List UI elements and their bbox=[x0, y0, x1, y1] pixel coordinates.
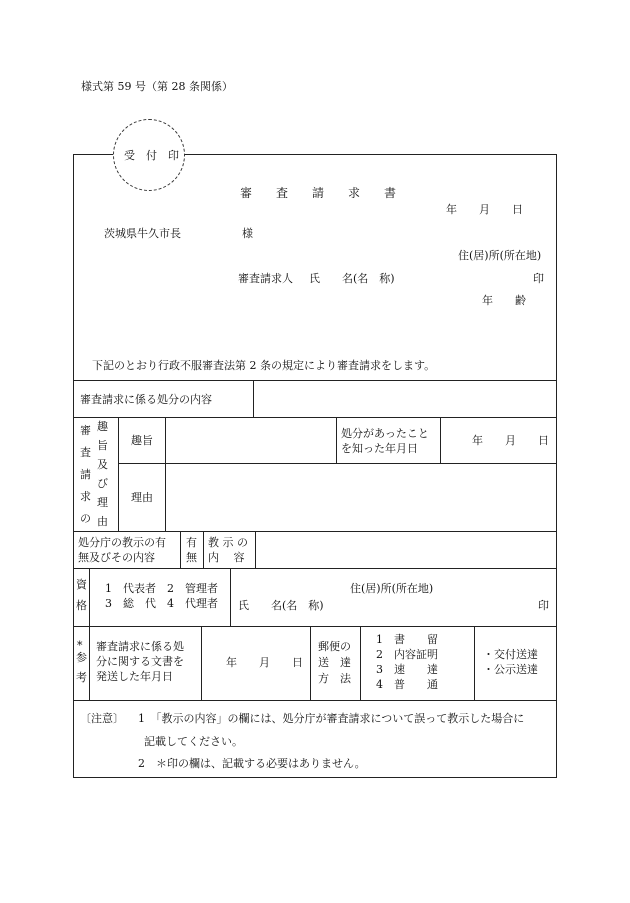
instruction-label-1: 処分庁の教示の有 bbox=[78, 536, 166, 549]
addressee-honorific: 様 bbox=[242, 227, 253, 240]
instruction-content-top: 教 示 の bbox=[208, 536, 248, 549]
mail-method-registered[interactable]: 1 書 留 bbox=[376, 633, 438, 646]
qualification-options-row1[interactable]: 1 代表者 2 管理者 bbox=[105, 582, 218, 595]
instruction-content-divider bbox=[255, 531, 256, 568]
purpose-field[interactable] bbox=[167, 419, 334, 461]
knew-date-label-right bbox=[440, 417, 441, 463]
delivery-divider bbox=[474, 626, 475, 700]
declaration-text: 下記のとおり行政不服審査法第 2 条の規定により審査請求をします。 bbox=[92, 359, 436, 372]
instruction-content-bottom: 内 容 bbox=[208, 551, 245, 564]
purpose-label-divider bbox=[165, 417, 166, 531]
mail-method-express[interactable]: 3 速 達 bbox=[376, 663, 438, 676]
knew-date-label-2: を知った年月日 bbox=[341, 442, 418, 455]
note-1-line-1: 1 「教示の内容」の欄には、処分庁が審査請求について誤って教示した場合に bbox=[138, 712, 525, 725]
presence-top: 有 bbox=[186, 536, 197, 549]
requester-age-label: 年 齢 bbox=[482, 294, 526, 307]
mail-label-3: 方 法 bbox=[318, 672, 351, 685]
mail-label-right bbox=[360, 626, 361, 700]
qualification-label-top: 資 bbox=[76, 578, 87, 591]
delivery-public-notice[interactable]: ・公示送達 bbox=[483, 663, 538, 676]
rule-after-header bbox=[73, 380, 557, 381]
representative-name-label: 氏 名(名 称) bbox=[238, 599, 324, 612]
rule-purpose-reason-split bbox=[118, 463, 557, 464]
request-char-4: 求 bbox=[80, 490, 91, 503]
mail-label-left bbox=[310, 626, 311, 700]
purpose-reason-char-3: 及 bbox=[97, 458, 108, 471]
mail-label-1: 郵便の bbox=[318, 640, 351, 653]
reference-label-divider bbox=[89, 626, 90, 700]
send-date-label-2: 分に関する文書を bbox=[96, 655, 184, 668]
requester-seal: 印 bbox=[533, 272, 544, 285]
presence-bottom: 無 bbox=[186, 551, 197, 564]
send-date-label-3: 発送した年月日 bbox=[96, 670, 173, 683]
presence-divider bbox=[203, 531, 204, 568]
purpose-reason-char-5: 理 bbox=[97, 496, 108, 509]
rule-after-reference bbox=[73, 700, 557, 701]
form-number: 様式第 59 号（第 28 条関係） bbox=[81, 80, 233, 93]
rule-after-reason bbox=[73, 531, 557, 532]
notes-label: 〔注意〕 bbox=[80, 712, 124, 725]
purpose-reason-char-1: 趣 bbox=[97, 420, 108, 433]
rule-after-qualification bbox=[73, 626, 557, 627]
request-char-1: 審 bbox=[80, 424, 91, 437]
purpose-reason-char-4: び bbox=[97, 477, 108, 490]
disposition-content-field[interactable] bbox=[255, 382, 554, 415]
purpose-label: 趣旨 bbox=[131, 434, 153, 447]
disposition-label-divider bbox=[253, 380, 254, 417]
qualification-options-row2[interactable]: 3 総 代 4 代理者 bbox=[105, 597, 218, 610]
rule-after-disposition bbox=[73, 417, 557, 418]
reception-stamp-label: 受 付 印 bbox=[124, 149, 179, 162]
delivery-handover[interactable]: ・交付送達 bbox=[483, 648, 538, 661]
mail-label-2: 送 達 bbox=[318, 656, 351, 669]
reference-label-1: 参 bbox=[76, 651, 87, 664]
send-date-label-divider bbox=[201, 626, 202, 700]
note-2: 2 ＊印の欄は、記載する必要はありません。 bbox=[138, 757, 366, 770]
knew-date-label-left bbox=[336, 417, 337, 463]
knew-date-value[interactable]: 年 月 日 bbox=[472, 434, 549, 447]
send-date-value[interactable]: 年 月 日 bbox=[226, 656, 303, 669]
request-group-divider bbox=[118, 417, 119, 531]
addressee: 茨城県牛久市長 bbox=[104, 227, 181, 240]
purpose-reason-char-6: 由 bbox=[97, 515, 108, 528]
requester-address-label: 住(居)所(所在地) bbox=[458, 249, 542, 262]
representative-seal: 印 bbox=[538, 599, 549, 612]
requester-label: 審査請求人 bbox=[238, 272, 293, 285]
reference-label-2: 考 bbox=[76, 671, 87, 684]
request-char-5: の bbox=[80, 512, 91, 525]
reason-field[interactable] bbox=[167, 465, 554, 529]
reference-mark: * bbox=[77, 639, 83, 652]
instruction-label-2: 無及びその内容 bbox=[78, 551, 155, 564]
mail-method-regular[interactable]: 4 普 通 bbox=[376, 678, 438, 691]
frame-right bbox=[556, 154, 557, 777]
representative-address-label: 住(居)所(所在地) bbox=[350, 582, 434, 595]
frame-bottom bbox=[73, 777, 557, 778]
request-char-3: 請 bbox=[80, 468, 91, 481]
knew-date-label-1: 処分があったこと bbox=[341, 427, 429, 440]
request-char-2: 査 bbox=[80, 446, 91, 459]
submission-date: 年 月 日 bbox=[446, 203, 523, 216]
qualification-label-bottom: 格 bbox=[76, 599, 87, 612]
qualification-options-divider bbox=[230, 568, 231, 626]
disposition-content-label: 審査請求に係る処分の内容 bbox=[80, 393, 212, 406]
reason-label: 理由 bbox=[131, 491, 153, 504]
purpose-reason-char-2: 旨 bbox=[97, 439, 108, 452]
send-date-label-1: 審査請求に係る処 bbox=[96, 640, 184, 653]
form-title: 審 査 請 求 書 bbox=[240, 186, 397, 200]
frame-left bbox=[73, 154, 74, 777]
instruction-label-divider bbox=[180, 531, 181, 568]
instruction-content-field[interactable] bbox=[257, 533, 554, 566]
qualification-label-divider bbox=[89, 568, 90, 626]
mail-method-certified[interactable]: 2 内容証明 bbox=[376, 648, 438, 661]
requester-name-label: 氏 名(名 称) bbox=[309, 272, 395, 285]
note-1-line-2: 記載してください。 bbox=[144, 735, 243, 748]
rule-after-instruction bbox=[73, 568, 557, 569]
